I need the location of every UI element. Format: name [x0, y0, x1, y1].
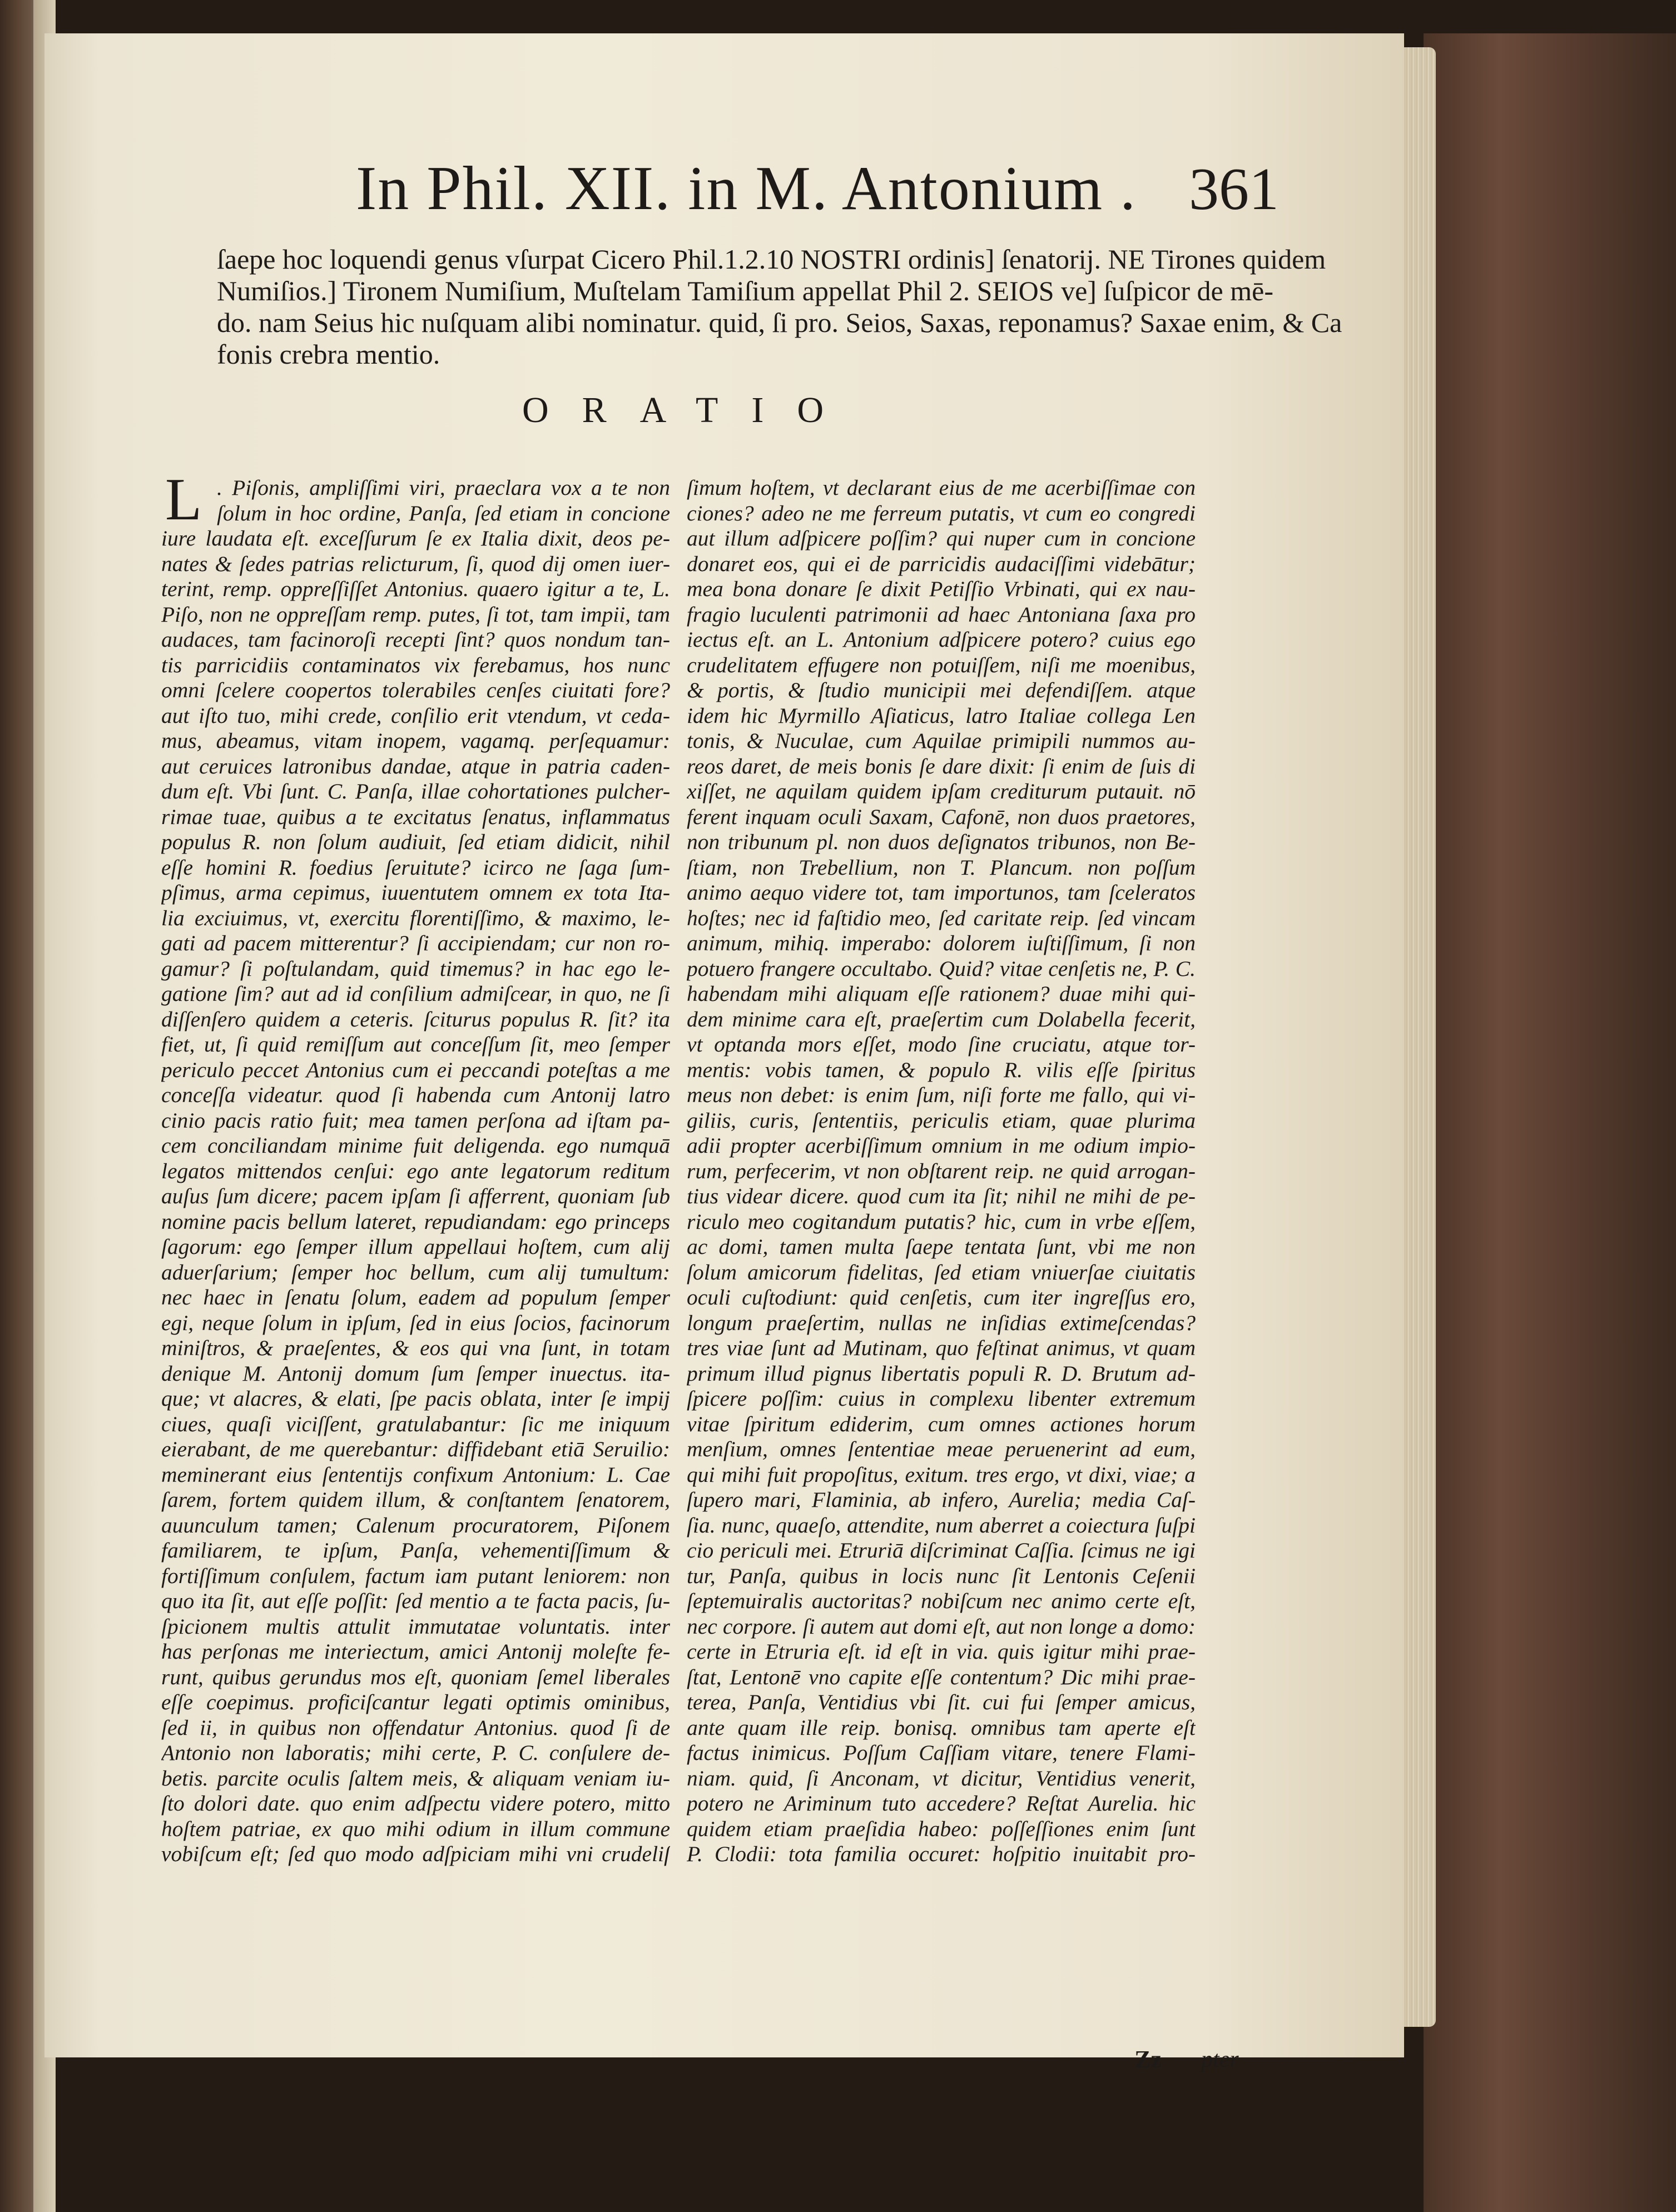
text-line: cem conciliandam minime fuit deligenda. ego numquā: [161, 1133, 670, 1158]
text-line: ſtat, Lentonē vno capite eſſe contentum? Dic mihi prae-: [687, 1664, 1196, 1689]
text-line: mentis: vobis tamen, & populo R. vilis eſſe ſpiritus: [687, 1057, 1196, 1082]
signature-mark: Zz: [1134, 2046, 1162, 2073]
text-line: ſtiam, non Trebellium, non T. Plancum. non poſſum: [687, 855, 1196, 880]
text-line: quo ita ſit, aut eſſe poſſit: ſed mentio a te facta pacis, ſu-: [161, 1589, 670, 1613]
text-line: ante quam ille reip. bonisq. omnibus tam aperte eſt: [687, 1715, 1196, 1740]
text-line: primum illud pignus libertatis populi R. D. Brutum ad-: [687, 1361, 1196, 1386]
text-line: longum praeſertim, nullas ne inſidias extimeſcendas?: [687, 1310, 1196, 1335]
text-line: Piſo, non ne oppreſſam remp. putes, ſi tot, tam impii, tam: [161, 602, 670, 627]
text-line: quidem etiam praeſidia habeo: poſſeſſiones enim ſunt: [687, 1816, 1196, 1841]
text-line: ſed ii, in quibus non offendatur Antonius. quod ſi de: [161, 1715, 670, 1740]
text-line: runt, quibus gerundus mos eſt, quoniam ſemel liberales: [161, 1664, 670, 1689]
text-line: que; vt alacres, & elati, ſpe pacis oblata, inter ſe impij: [161, 1386, 670, 1411]
text-line: meminerant eius ſententijs confixum Antonium: L. Cae: [161, 1462, 670, 1487]
text-line: meus non debet: is enim ſum, niſi forte me fallo, qui vi-: [687, 1083, 1196, 1107]
text-line: vt optanda mors eſſet, modo ſine cruciatu, atque tor-: [687, 1032, 1196, 1057]
text-line: nates & ſedes patrias relicturum, ſi, quod dij omen iuer-: [161, 551, 670, 576]
text-line: betis. parcite oculis ſaltem meis, & aliquam veniam iu-: [161, 1765, 670, 1791]
text-line: vobiſcum eſt; ſed quo modo adſpiciam mihi vni crudeliſ: [161, 1842, 670, 1866]
text-line: tis parricidiis contaminatos vix ferebamus, hos nunc: [161, 652, 670, 677]
text-line: P. Clodii: tota familia occuret: hoſpitio inuitabit pro-: [687, 1842, 1196, 1866]
text-line: nomine pacis bellum lateret, repudiandam: ego princeps: [161, 1209, 670, 1234]
text-line: cinio pacis ratio fuit; mea tamen perſona ad iſtam pa-: [161, 1108, 670, 1133]
text-line: hoſtes; nec id faſtidio meo, ſed caritate reip. ſed vincam: [687, 905, 1196, 930]
text-line: legatos mittendos cenſui: ego ante legatorum reditum: [161, 1158, 670, 1183]
text-line: ſeptemuiralis auctoritas? nobiſcum nec animo certe eſt,: [687, 1589, 1196, 1613]
text-line: qui mihi fuit propoſitus, exitum. tres ergo, vt dixi, viae; a: [687, 1462, 1196, 1487]
text-line: ſia. nunc, quaeſo, attendite, num aberret a coiectura ſuſpi: [687, 1512, 1196, 1538]
note-line: Numiſios.] Tironem Numiſium, Muſtelam Tamiſium appellat Phil 2. SEIOS ve] ſuſpicor de mē-: [217, 275, 1273, 306]
text-line: eſſe coepimus. proficiſcantur legati optimis ominibus,: [161, 1690, 670, 1714]
drop-cap-initial: L: [165, 467, 202, 533]
text-line: terea, Panſa, Ventidius vbi ſit. cui fui ſemper amicus,: [687, 1690, 1196, 1714]
text-line: iectus eſt. an L. Antonium adſpicere potero? cuius ego: [687, 627, 1196, 652]
text-line: dum eſt. Vbi ſunt. C. Panſa, illae cohortationes pulcher-: [161, 779, 670, 804]
text-line: & portis, & ſtudio municipii mei defendiſſem. atque: [687, 678, 1196, 702]
text-line: niam. quid, ſi Anconam, vt dicitur, Ventidius venerit,: [687, 1765, 1196, 1791]
text-line: auunculum tamen; Calenum procuratorem, Piſonem: [161, 1512, 670, 1538]
text-line: animo aequo videre tot, tam importunos, tam ſceleratos: [687, 880, 1196, 905]
text-line: diſſenſero quidem a ceteris. ſciturus populus R. ſit? ita: [161, 1006, 670, 1031]
text-line: conceſſa videatur. quod ſi habenda cum Antonij latro: [161, 1083, 670, 1107]
leather-cover-right: [1424, 33, 1676, 2212]
note-line: fonis crebra mentio.: [217, 339, 440, 370]
text-line: potero ne Ariminum tuto accedere? Reſtat Aurelia. hic: [687, 1791, 1196, 1816]
catchword: pter: [1201, 2047, 1239, 2072]
text-line: has perſonas me interiectum, amici Antonij moleſte fe-: [161, 1639, 670, 1664]
text-line: rimae tuae, quibus a te excitatus ſenatus, inflammatus: [161, 804, 670, 829]
text-line: rum, perfecerim, vt non obſtarent reip. ne quid arrogan-: [687, 1158, 1196, 1183]
text-line: donaret eos, qui ei de parricidis audaciſſimi videbātur;: [687, 551, 1196, 576]
text-line: riculo meo cogitandum putatis? hic, cum in vrbe eſſem,: [687, 1209, 1196, 1234]
text-line: ciones? adeo ne me ferreum putatis, vt cum eo congredi: [687, 500, 1196, 525]
text-line: fortiſſimum conſulem, factum iam putant leniorem: non: [161, 1563, 670, 1588]
text-line: adii propter acerbiſſimum omnium in me odium impio-: [687, 1133, 1196, 1158]
text-column-right: [687, 475, 1196, 1867]
page-number: 361: [1189, 156, 1279, 222]
text-line: ac domi, tamen multa ſaepe tentata ſunt, vbi me non: [687, 1234, 1196, 1259]
text-line: gatione ſim? aut ad id conſilium admiſcear, in quo, ne ſi: [161, 981, 670, 1006]
note-line: do. nam Seius hic nuſquam alibi nominatur. quid, ſi pro. Seios, Saxas, reponamus? Saxae enim, & Ca: [217, 307, 1342, 338]
text-line: reos daret, de meis bonis ſe dare dixit: ſi enim de ſuis di: [687, 753, 1196, 778]
text-line: . Piſonis, ampliſſimi viri, praeclara vox a te non: [217, 475, 670, 500]
text-line: miniſtros, & praeſentes, & eos qui vna ſunt, in totam: [161, 1336, 670, 1360]
text-line: potuero frangere occultabo. Quid? vitae cenſetis ne, P. C.: [687, 956, 1196, 981]
text-line: populus R. non ſolum audiuit, ſed etiam didicit, nihil: [161, 830, 670, 854]
text-line: ſagorum: ego ſemper illum appellaui hoſtem, cum alij: [161, 1234, 670, 1259]
text-line: oculi cuſtodiunt: quid cenſetis, cum iter ingreſſus ero,: [687, 1285, 1196, 1310]
text-line: denique M. Antonij domum ſum ſemper inuectus. ita-: [161, 1361, 670, 1386]
text-line: tius videar dicere. quod cum ita ſit; nihil ne mihi de pe-: [687, 1184, 1196, 1208]
text-line: menſium, omnes ſententiae meae peruenerint ad eum,: [687, 1437, 1196, 1461]
text-line: ſpicionem multis attulit immutatae voluntatis. inter: [161, 1614, 670, 1639]
text-line: aut ceruices latronibus dandae, atque in patria caden-: [161, 753, 670, 778]
text-line: terint, remp. oppreſſiſſet Antonius. quaero igitur a te, L.: [161, 577, 670, 601]
text-line: fragio luculenti patrimonii ad haec Antoniana ſaxa pro: [687, 602, 1196, 627]
text-line: tonis, & Nuculae, cum Aquilae primipili nummos au-: [687, 728, 1196, 753]
text-line: egi, neque ſolum in ipſum, ſed in eius ſocios, facinorum: [161, 1310, 670, 1335]
text-line: xiſſet, ne aquilam quidem ipſam crediturum putauit. nō: [687, 779, 1196, 804]
text-line: mus, abeamus, vitam inopem, vagamq. perſequamur:: [161, 728, 670, 753]
text-line: eſſe homini R. foedius ſeruitute? icirco ne ſaga ſum-: [161, 855, 670, 880]
text-line: animum, mihiq. imperabo: dolorem iuſtiſſimum, ſi non: [687, 931, 1196, 955]
text-line: ſpicere poſſim: cuius in complexu libenter extremum: [687, 1386, 1196, 1411]
text-line: familiarem, te ipſum, Panſa, vehementiſſimum &: [161, 1538, 670, 1563]
text-line: certe in Etruria eſt. id eſt in via. quis igitur mihi prae-: [687, 1639, 1196, 1664]
text-line: mea bona donare ſe dixit Petiſſio Vrbinati, qui ex nau-: [687, 577, 1196, 601]
book-page: [44, 33, 1404, 2073]
text-line: ſupero mari, Flaminia, ab infero, Aurelia; media Caſ-: [687, 1487, 1196, 1512]
text-line: nec haec in ſenatu ſolum, eadem ad populum ſemper: [161, 1285, 670, 1310]
text-line: hoſtem patriae, ex quo mihi odium in illum commune: [161, 1816, 670, 1841]
running-head: [356, 153, 1279, 236]
text-line: vitae ſpiritum ediderim, cum omnes actiones horum: [687, 1411, 1196, 1436]
text-column-left: [161, 475, 670, 1867]
text-line: eierabant, de me querebantur: diffidebant etiā Seruilio:: [161, 1437, 670, 1461]
running-head-title: In Phil. XII. in M. Antonium .: [356, 154, 1137, 223]
text-line: auſus ſum dicere; pacem ipſam ſi afferrent, quoniam ſub: [161, 1184, 670, 1208]
text-line: tur, Panſa, quibus in locis nunc ſit Lentonis Ceſenii: [687, 1563, 1196, 1588]
text-line: omni ſcelere coopertos tolerabiles cenſes ciuitati fore?: [161, 678, 670, 702]
text-line: cio periculi mei. Etruriā diſcriminat Caſſia. ſcimus ne igi: [687, 1538, 1196, 1563]
text-line: factus inimicus. Poſſum Caſſiam vitare, tenere Flami-: [687, 1740, 1196, 1765]
text-line: giliis, curis, ſententiis, periculis etiam, quae plurima: [687, 1108, 1196, 1133]
text-line: iure laudata eſt. exceſſurum ſe ex Italia dixit, deos pe-: [161, 526, 670, 550]
text-line: audaces, tam facinoroſi recepti ſint? quos nondum tan-: [161, 627, 670, 652]
text-line: non tribunum pl. non duos deſignatos tribunos, non Be-: [687, 830, 1196, 854]
text-line: Antonio non laboratis; mihi certe, P. C. conſulere de-: [161, 1740, 670, 1765]
text-line: habendam mihi aliquam eſſe rationem? duae mihi qui-: [687, 981, 1196, 1006]
text-line: gati ad pacem mitterentur? ſi accipiendam; cur non ro-: [161, 931, 670, 955]
text-line: ſolum in hoc ordine, Panſa, ſed etiam in concione: [217, 500, 670, 525]
text-line: nec corpore. ſi autem aut domi eſt, aut non longe a domo:: [687, 1614, 1196, 1639]
text-line: crudelitatem effugere non potuiſſem, niſi me moenibus,: [687, 652, 1196, 677]
text-line: ſarem, fortem quidem illum, & conſtantem ſenatorem,: [161, 1487, 670, 1512]
text-line: aut illum adſpicere poſſim? qui nuper cum in concione: [687, 526, 1196, 550]
text-line: fiet, ut, ſi quid remiſſum aut conceſſum ſit, meo ſemper: [161, 1032, 670, 1057]
commentary-notes: [217, 244, 1342, 370]
section-heading: ORATIO: [522, 390, 857, 430]
text-line: idem hic Myrmillo Aſiaticus, latro Italiae collega Len: [687, 703, 1196, 728]
text-line: aduerſarium; ſemper hoc bellum, cum alij tumultum:: [161, 1259, 670, 1284]
text-line: ſto dolori date. quo enim adſpectu videre potero, mitto: [161, 1791, 670, 1816]
text-line: gamur? ſi poſtulandam, quid timemus? in hac ego le-: [161, 956, 670, 981]
text-line: pſimus, arma cepimus, iuuentutem omnem ex tota Ita-: [161, 880, 670, 905]
text-line: ferent inquam oculi Saxam, Cafonē, non duos praetores,: [687, 804, 1196, 829]
text-line: ſimum hoſtem, vt declarant eius de me acerbiſſimae con: [687, 475, 1196, 500]
text-line: aut iſto tuo, mihi crede, conſilio erit vtendum, vt ceda-: [161, 703, 670, 728]
text-line: ciues, quaſi viciſſent, gratulabantur: ſic me iniquum: [161, 1411, 670, 1436]
text-line: tres viae ſunt ad Mutinam, quo feſtinat animus, vt quam: [687, 1336, 1196, 1360]
text-line: ſolum amicorum fidelitas, ſed etiam vniuerſae ciuitatis: [687, 1259, 1196, 1284]
note-line: ſaepe hoc loquendi genus vſurpat Cicero Phil.1.2.10 NOSTRI ordinis] ſenatorij. NE Tirones quidem: [217, 244, 1326, 275]
text-line: lia exciuimus, vt, exercitu florentiſſimo, & maximo, le-: [161, 905, 670, 930]
text-line: periculo peccet Antonius cum ei peccandi poteſtas a me: [161, 1057, 670, 1082]
text-line: dem minime cara eſt, praeſertim cum Dolabella fecerit,: [687, 1006, 1196, 1031]
